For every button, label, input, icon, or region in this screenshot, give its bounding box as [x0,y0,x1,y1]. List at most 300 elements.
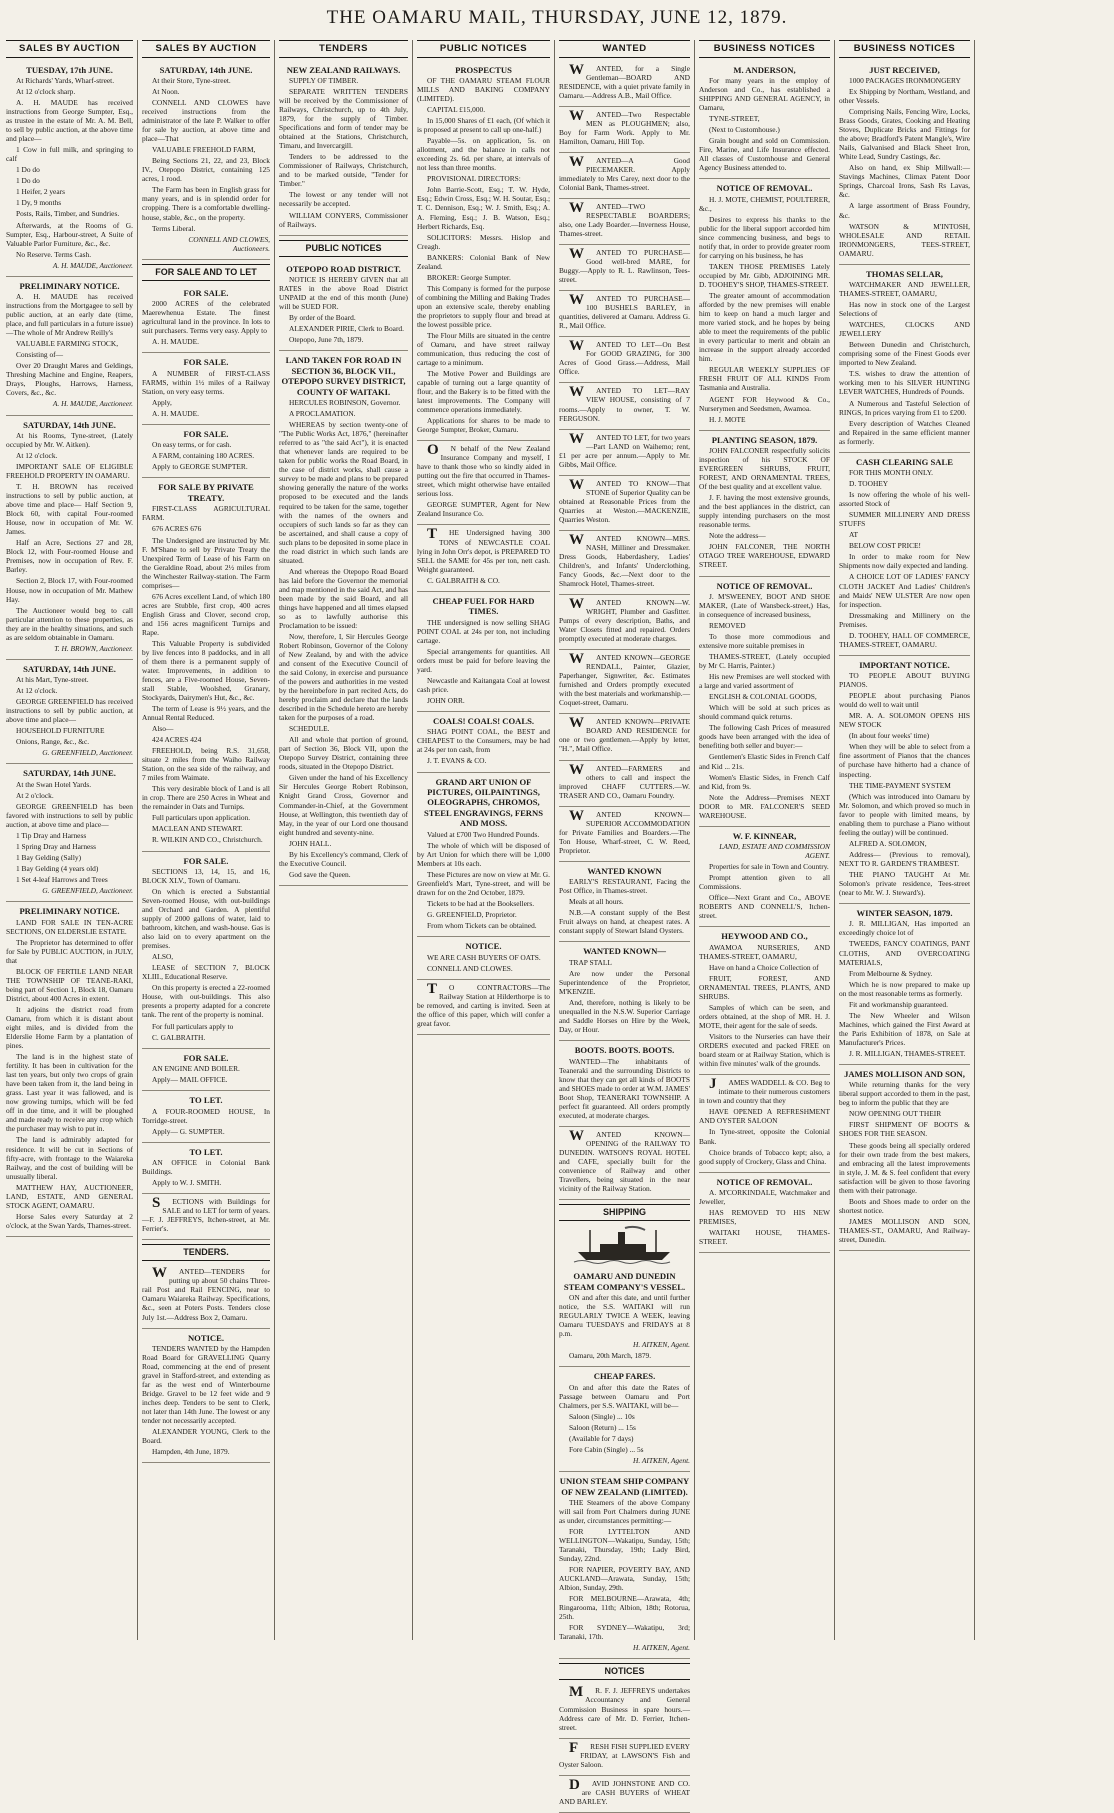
ad-text: WANTED TO KNOW—That STONE of Superior Quality can be obtained at Reasonable Prices from the Quarries at Weston.—MACKENZIE, Quarries Weston. [559,476,690,524]
ad-text: N.B.—A constant supply of the Best Fruit always on hand, at cheapest rates. A constant supply of Stewart Island Oysters. [559,908,690,936]
ad-text: On easy terms, or for cash. [152,440,232,450]
column-5 [554,40,694,1806]
ad-text: FRUIT, FOREST, AND ORNAMENTAL TREES, PLANTS, AND SHRUBS. [699,974,830,1002]
ad-text: While returning thanks for the very liberal support accorded to them in the past, beg to inform the public that they are [839,1080,970,1108]
ad-title: WANTED KNOWN— [583,946,666,957]
ad-text: HERCULES ROBINSON, Governor. [289,398,401,408]
ad-text: Samples of which can be seen, and orders obtained, at the shop of MR. H. J. MOTE, their agent for the sale of seeds. [699,1003,830,1031]
ad-title: HEYWOOD AND CO., [721,931,808,942]
ad-text: J. R. MILLIGAN, Has imported an exceedingly choice lot of [839,919,970,938]
masthead: THE OAMARU MAIL, THURSDAY, JUNE 12, 1879. [326,7,788,28]
ad-text: Horse Sales every Saturday at 2 o'clock, at the Swan Yards, Thames-street. [6,1211,133,1230]
ad-text: A NUMBER of FIRST-CLASS FARMS, within 1½ miles of a Railway Station, on very easy terms. [142,368,270,396]
ad-text: 1 Heifer, 2 years [16,187,65,197]
ad-text: WANTED KNOWN—SUPERIOR ACCOMMODATION for Private Families and Boarders.—The Ton House, Wharf-street, C. W. Reed, Proprietor. [559,807,690,855]
ad-text: Over 20 Draught Mares and Geldings, Threshing Machine and Engine, Reapers, Drays, Ploughs, Harrows, Harness, Covers, &c., &c. [6,361,133,398]
ad-text: WANTED—Two Respectable MEN as PLOUGHMEN; also, Boy for Farm Work. Apply to Mr. Hamilton, Oamaru, Hill Top. [559,107,690,146]
ad-text: A. H. MAUDE, Auctioneer. [52,260,133,270]
ad-text: Saloon (Single) ... 10s [569,1411,635,1421]
ad-text: VALUABLE FREEHOLD FARM, [152,145,256,155]
ad-text: Grain bought and sold on Commission. Fire, Marine, and Life Insurance effected. All classes of Customhouse and General Agency Business attended to. [699,136,830,173]
advertisement [559,107,690,153]
ad-text: CAPITAL £15,000. [427,105,486,115]
ad-text: D. TOOHEY [849,479,889,489]
ad-text: HOUSEHOLD FURNITURE [16,726,105,736]
ad-text: HAVE OPENED A REFRESHMENT AND OYSTER SALOON [699,1107,830,1126]
section-heading: NOTICES [559,1663,690,1680]
ad-text: 1 Dy, 9 months [16,198,62,208]
advertisement [699,577,830,827]
ad-text: Note the Address—Premises NEXT DOOR to MR. FALCONER'S SEED WAREHOUSE. [699,792,830,820]
ad-text: WANTED—The inhabitants of Teaneraki and the surrounding Districts to know that they can get all kinds of BOOTS and SHOES made to order at W.M. JAMES' Boot Shop, TEANERAKI TOWNSHIP. A perfect fit guaranteed. All orders promptly executed, at moderate charges. [559,1056,690,1120]
ad-text: C. GALBRAITH & CO. [427,575,500,585]
ad-text: The Farm has been in English grass for many years, and is in splendid order for cropping. There is a comfortable dwelling-house, stable, &c., on the property. [142,185,270,222]
advertisement [839,904,970,1065]
ad-text: This very desirable block of Land is all in crop. There are 250 Acres in Wheat and the remainder in Oats and Turnips. [142,784,270,812]
ad-text: These Pictures are now on view at Mr. G. Greenfield's Mart, Tyne-street, and will be drawn for on the 2nd October, 1879. [417,870,550,898]
ad-text: At their Store, Tyne-street. [152,76,231,86]
ad-text: A. H. MAUDE has received instructions from George Sumpter, Esq., as trustee in the estate of Mr. A. M. Bell, to sell by public auction, at the above time and place— [6,98,133,144]
ad-text: Note the address— [709,531,766,541]
ad-text: THE PIANO TAUGHT At Mr. Solomon's private residence, Tees-street (near to Mr. W. J. Steward's). [839,869,970,897]
advertisement [142,1264,270,1328]
advertisement [417,980,550,1035]
advertisement [559,245,690,291]
ad-title: CHEAP FUEL FOR HARD TIMES. [432,595,535,617]
ad-text: It adjoins the district road from Oamaru, from which it is distant about eight miles, and is divided from the Elderslie Home Farm by a plantation of pines. [6,1005,133,1051]
ad-text: The Proprietor has determined to offer for Sale by PUBLIC AUCTION, in JULY, that [6,937,133,965]
advertisement [839,61,970,265]
ad-text: AT [849,530,859,540]
section-heading: TENDERS. [142,1244,270,1261]
column-8 [974,40,1112,1640]
ad-text: Consisting of— [16,350,64,360]
ad-text: TRAP STALL [569,957,612,967]
ad-text: MATTHEW HAY, AUCTIONEER, LAND, ESTATE, AND GENERAL STOCK AGENT, OAMARU. [6,1182,133,1210]
advertisement [142,1329,270,1464]
ad-text: The following Cash Prices of measured goods have been arranged with the idea of benefiting both seller and buyer:— [699,723,830,751]
ad-title: FOR SALE. [183,1052,229,1063]
ad-text: When they will be able to select from a fine assortment of Pianos that the chances of purchase have hitherto had a chance of inspecting. [839,742,970,779]
advertisement [559,942,690,1041]
ad-text: THE Undersigned having 300 TONS of NEWCASTLE COAL lying in John Orr's depot, is PREPARED TO SELL the SAME for 45s per ton, nett cash. Weight guaranteed. [417,526,550,574]
ad-text: SUPPLY OF TIMBER. [289,76,359,86]
ad-text: FOR MELBOURNE—Arawata, 4th; Ringarooma, 11th; Albion, 18th; Rotorua, 25th. [559,1594,690,1622]
ad-text: Saloon (Return) ... 15s [569,1422,636,1432]
steamship-icon [570,1224,680,1264]
ad-text: Are now under the Personal Superintendence of the Proprietor, M'KENZIE. [559,968,690,997]
ad-title: NOTICE OF REMOVAL. [716,1176,813,1187]
ad-text: A FARM, containing 180 ACRES. [152,451,255,461]
ad-title: FOR SALE. [183,855,229,866]
ad-text: PEOPLE about purchasing Pianos would do well to wait until [839,691,970,710]
ad-text: From whom Tickets can be obtained. [427,921,537,931]
ad-text: ON and after this date, and until further notice, the S.S. WAITAKI will run REGULARLY TWICE A WEEK, leaving Oamaru TUESDAYS and FRIDAYS at 8 p.m. [559,1293,690,1339]
advertisement [417,773,550,938]
ad-text: WANTED KNOWN—OPENING of the RAILWAY TO DUNEDIN. WATSON'S ROYAL HOTEL and CAFE, specially built for the convenience of Railway and other Travellers, being situated in the near vicinity of the Railway Station. [559,1127,690,1194]
ad-text: Dressmaking and Millinery on the Premises. [839,610,970,629]
ad-text: JOHN HALL. [289,838,332,848]
ad-text: WATCHMAKER AND JEWELLER, THAMES-STREET, OAMARU, [839,280,970,299]
ad-text: 676 Acres excellent Land, of which 180 acres are Stubble, first crop, 400 acres English Grass and Clover, second crop, and 156 acres magnificent Turnips and Rape. [142,591,271,637]
ad-text: T. H. BROWN has received instructions to sell by public auction, at above time and place— Half Section 9, Block 60, with capital Four-roomed House, now in occupation of Mr. W. James. [6,482,133,537]
ad-title: OTEPOPO ROAD DISTRICT. [286,263,401,274]
ad-text: D. TOOHEY, HALL OF COMMERCE, THAMES-STREET, OAMARU. [839,630,970,649]
advertisement [417,592,550,712]
column-heading: TENDERS [279,40,408,58]
advertisement [559,383,690,429]
advertisement [142,284,270,354]
ad-text: And, therefore, nothing is likely to be unequalled in the N.S.W. Superior Carriage and Saddle Horses on Hire by the Week, Day, or Hour. [559,998,690,1035]
ad-text: Fit and workmanship guaranteed. [849,999,948,1009]
section-heading: FOR SALE AND TO LET [142,264,270,281]
ad-text: FOR SYDNEY—Wakatipu, 3rd; Taranaki, 17th. [559,1623,690,1642]
ad-text: (Next to Customhouse.) [709,125,780,135]
ad-text: Hampden, 4th June, 1879. [152,1447,230,1457]
ad-text: T.S. wishes to draw the attention of working men to his SILVER HUNTING LEVER WATCHES, Hundreds of Pounds. [839,369,970,397]
ad-title: LAND TAKEN FOR ROAD IN SECTION 36, BLOCK VII., OTEPOPO SURVEY DISTRICT, COUNTY OF WAITAKI. [281,355,406,397]
ad-text: The Auctioneer would beg to call particular attention to these properties, as they are in the healthy situations, and such as are seldom obtainable in Oamaru. [6,605,133,642]
advertisement [279,61,408,236]
advertisement [279,351,408,886]
ad-text: H. J. MOTE, CHEMIST, POULTERER, &c., [699,194,830,213]
ad-title: IMPORTANT NOTICE. [859,659,950,670]
ad-text: WANTED—A Good PIECEMAKER. Apply immediately to Mrs Carey, next door to the Colonial Bank, Thames-street. [559,153,690,192]
advertisement [699,1075,830,1172]
ad-text: A PROCLAMATION. [289,409,356,419]
advertisement [559,761,690,807]
ad-text: Fore Cabin (Single) ... 5s [569,1444,644,1454]
ad-text: On this property is erected a 22-roomed House, with out-buildings. This also presents a property adapted for a concrete tank. The rent of the property is nominal. [142,983,270,1020]
advertisement [699,179,830,430]
advertisement [559,199,690,245]
ad-text: At the Swan Hotel Yards. [16,779,92,789]
ad-text: ALEXANDER YOUNG, Clerk to the Board. [142,1427,270,1446]
ad-text: JAMES WADDELL & CO. Beg to intimate to their numerous customers in town and country that they [699,1076,830,1106]
advertisement [417,61,550,442]
ad-text: BROKER: George Sumpter. [427,272,511,282]
advertisement [559,1776,690,1813]
advertisement [6,902,133,1237]
ad-text: 2000 ACRES of the celebrated Maerewhenua Estate. The finest agricultural land in the province. In lots to suit purchasers. Terms very easy. Apply to [142,299,270,336]
ad-text: Given under the hand of his Excellency Sir Hercules George Robert Robinson, Knight Grand Cross, Governor and Commander-in-Chief, at the Government House, at Wellington, this twentieth day of May, in the year of our Lord one thousand eight hundred and seventy-nine. [279,773,408,837]
ad-text: The greater amount of accommodation afforded by the new premises will enable him to keep on hand a much larger and more varied stock, and he hopes by being able to meet the requirements of the public in every particular to merit and obtain an increase in the support already accorded him. [699,291,830,364]
ad-text: REMOVED [709,621,746,631]
advertisement [699,1173,830,1254]
ad-text: FOR NAPIER, POVERTY BAY, AND AUCKLAND—Arawata, Sunday, 15th; Albion, Sunday, 29th. [559,1565,690,1593]
ad-text: ALEXANDER PIRIE, Clerk to Board. [289,324,404,334]
ad-text: THE Steamers of the above Company will sail from Port Chalmers during JUNE as under, circumstances permitting:— [559,1497,690,1526]
ad-text: Otepopo, June 7th, 1879. [289,335,364,345]
ad-text: DAVID JOHNSTONE AND CO. are CASH BUYERS of WHEAT AND BARLEY. [559,1776,690,1806]
ad-title: NOTICE. [187,1332,225,1343]
ad-text: FIRST SHIPMENT OF BOOTS & SHOES FOR THE SEASON. [839,1120,970,1139]
column-heading: BUSINESS NOTICES [839,40,970,58]
ad-text: At 12 o'clock sharp. [16,87,76,97]
ad-title: TO LET. [189,1095,223,1106]
advertisement [559,291,690,337]
advertisement [417,937,550,980]
ad-text: At Richards' Yards, Wharf-street. [16,76,115,86]
ad-title: SATURDAY, 14th JUNE. [159,64,253,75]
ad-text: WANTED, for a Single Gentleman—BOARD AND RESIDENCE, with a quiet private family in Oamaru.—Address A.B., Mail Office. [559,61,690,100]
ad-text: 1 Bay Gelding (Sally) [16,853,82,863]
section-heading: PUBLIC NOTICES [279,240,408,257]
ad-text: AN OFFICE in Colonial Bank Buildings. [142,1158,270,1177]
advertisement [417,525,550,591]
advertisement [559,1267,690,1367]
advertisement [559,862,690,943]
ad-text: The land is admirably adapted for residence. It will be cut in Sections of fifty-acre, with frontage to the Waiareka Railway, and the cost of building will be unusually liberal. [6,1135,133,1181]
ad-text: Onions, Range, &c., &c. [16,737,90,747]
ad-text: A Numerous and Tasteful Selection of RINGS, In prices varying from £1 to £200. [839,398,970,417]
ad-text: 1 Cow in full milk, and springing to calf [6,145,133,164]
ad-title: NEW ZEALAND RAILWAYS. [286,64,401,75]
ad-text: WANTED TO PURCHASE—Good well-bred MARE, for Buggy.—Apply to R. L. Rawlinson, Tees-street. [559,246,690,285]
ad-text: In order to make room for New Shipments now daily expected and landing. [839,552,970,571]
ad-text: In 15,000 Shares of £1 each, (Of which it is proposed at present to call up one-half.) [417,116,550,135]
ad-text: TAKEN THOSE PREMISES Lately occupied by Mr. Gibb, ADJOINING MR. D. TOOHEY'S SHOP, THAMES-STREET. [699,262,830,290]
column-3 [274,40,412,1640]
ad-text: SECTIONS with Buildings for SALE and to LET for term of years.—F. J. JEFFREYS, Itchen-street, at Mr. Ferrier's. [142,1195,270,1234]
ad-text: AN ENGINE AND BOILER. [152,1064,240,1074]
ad-text: A. H. MAUDE. [152,408,200,418]
ad-text: At his Rooms, Tyne-street, (Lately occupied by Mr. W. Aitken). [6,431,133,450]
ad-text: JAMES MOLLISON AND SON, THAMES-ST., OAMARU, And Railway-street, Dunedin. [839,1216,970,1244]
ad-text: J. T. EVANS & CO. [427,756,487,766]
ad-text: Which will be sold at such prices as should command quick returns. [699,703,830,722]
ad-text: Has now in stock one of the Largest Selections of [839,300,970,319]
ad-text: The lowest or any tender will not necessarily be accepted. [279,190,408,209]
ad-text: TENDERS WANTED by the Hampden Road Board for GRAVELLING Quarry Road, commencing at the end of present gravel in Stafford-street, and extending as far as the west end of Winterbourne Bridge. Gravel to be 12 feet wide and 9 inches deep. Tenders to be sent to Clerk, not later than 14th June. The lowest or any tender not necessarily accepted. [142,1344,270,1426]
column-6 [694,40,834,1640]
ad-text: Properties for sale in Town and Country. [709,862,829,872]
ad-text: Between Dunedin and Christchurch, comprising some of the Finest Goods ever imported to New Zealand. [839,340,970,368]
column-7 [834,40,974,1640]
ad-text: G. GREENFIELD, Auctioneer. [42,886,133,896]
ad-text: Visitors to the Nurseries can have their ORDERS executed and packed FREE on board steam or at Railway Station, which is within five minutes' walk of the grounds. [699,1032,830,1069]
ad-text: A. H. MAUDE, Auctioneer. [52,399,133,409]
ad-text: The New Wheeler and Wilson Machines, which gained the First Award at the Paris Exhibition of 1878, on Sale at Manufacturer's Prices. [839,1010,970,1047]
ad-text: Is now offering the whole of his well-assorted Stock of [839,490,970,509]
advertisement [142,425,270,479]
ad-title: CHEAP FARES. [593,1371,656,1382]
ad-text: Choice brands of Tobacco kept; also, a good supply of Crockery, Glass and China. [699,1147,830,1166]
advertisement [839,265,970,453]
ad-text: WATCHES, CLOCKS AND JEWELLERY [839,320,970,339]
ad-text: Have on hand a Choice Collection of [709,962,819,972]
ad-text: Also— [152,724,174,734]
ad-text: 1 Do do [16,165,40,175]
ad-text: Being Sections 21, 22, and 23, Block IV., Otepopo District, containing 125 acres, 1 rood. [142,156,270,184]
column-1 [2,40,137,1640]
ad-text: Section 2, Block 17, with Four-roomed House, now in occupation of Mr. Mathew Hay. [6,576,133,604]
ad-text: 1000 PACKAGES IRONMONGERY [849,76,961,86]
ad-text: 424 ACRES 424 [152,735,202,745]
ad-title: THOMAS SELLAR, [866,268,943,279]
advertisement [559,153,690,199]
ad-text: EARLY'S RESTAURANT, Facing the Post Office, in Thames-street. [559,877,690,896]
ad-text: FIRST-CLASS AGRICULTURAL FARM. [142,504,270,523]
ad-title: NOTICE. [465,941,502,952]
ad-text: At Noon. [152,87,180,97]
ad-title: TO LET. [189,1146,223,1157]
advertisement [839,1065,970,1251]
advertisement [699,431,830,577]
ad-text: Special arrangements for quantities. All orders must be paid for before leaving the yard. [417,646,550,674]
ad-title: PRELIMINARY NOTICE. [19,906,120,917]
ad-title: JUST RECEIVED, [869,64,940,75]
ad-text: WANTED KNOWN—W. WRIGHT, Plumber and Gasfitter. Pumps of every description, Baths, and Water Closets fitted and repaired. Orders promptly executed at moderate charges. [559,596,690,644]
ad-text: WANTED—FARMERS and others to call and inspect the improved CHAFF CUTTERS.—W. TRASER AND CO., Oamaru Foundry. [559,761,690,800]
ad-text: GEORGE SUMPTER, Agent for New Zealand Insurance Co. [417,500,550,519]
ad-text: Payable—5s. on application, 5s. on allotment, and the balance in calls not exceeding 2s. 6d. per share, at intervals of not less than three months. [417,136,550,173]
advertisement [559,1041,690,1127]
ad-text: The whole of which will be disposed of by Art Union for which there will be 1,000 Members at 10s each. [417,840,550,869]
ad-text: NOTICE IS HEREBY GIVEN that all RATES in the above Road District UNPAID at the end of this month (June) will be SUED FOR. [279,275,408,312]
ad-text: And whereas the Otepopo Road Board has laid before the Governor the memorial and map mentioned in the said Act, and has been made by the said Board, and all things have happened and all times elapsed so as to lawfully authorise this Proclamation to be issued: [279,566,408,630]
ad-text: Every description of Watches Cleaned and Repaired in the same efficient manner as formerly. [839,418,970,446]
ad-text: Ex Shipping by Northam, Westland, and other Vessels. [839,87,970,106]
ad-text: A. M'CORKINDALE, Watchmaker and Jeweller, [699,1188,830,1207]
ad-text: CONNELL AND CLOWES have received instructions from the administrator of the late P. Walker to offer for sale by auction, at above time and place—That [142,98,270,144]
advertisement [142,1049,270,1092]
column-heading: SALES BY AUCTION [142,40,270,58]
ad-text: WANTED TO LET, for two years—Part LAND on Waihemo; rent, £1 per acre per annum.—Apply to Mr. Gibbs, Mail Office. [559,430,691,469]
ad-text: WAITAKI HOUSE, THAMES-STREET. [699,1228,830,1247]
ad-text: Also on hand, ex Ship Millwall:— Stavings Machines, Climax Patent Door Springs, Charcoal Irons, Sash Rs Lavas, &c. [839,163,970,200]
advertisement [699,61,830,180]
advertisement [142,852,270,1049]
advertisement [559,476,690,531]
ad-text: H. AITKEN, Agent. [632,1643,690,1653]
ad-text: Address— (Previous to removal), NEXT TO R. GARDEN'S TRAMBEST. [839,849,970,868]
ad-text: For many years in the employ of Anderson and Co., has established a SHIPPING AND GENERAL AGENCY, in Oamaru, [699,76,830,113]
advertisement [559,337,690,383]
advertisement [839,453,970,656]
ad-text: WILLIAM CONYERS, Commissioner of Railways. [279,210,408,229]
column-4 [412,40,554,1640]
ad-text: Newcastle and Kaitangata Coal at lowest cash price. [417,675,550,694]
ad-text: (Which was introduced into Oamaru by Mr. Solomon, and which proved so much in favor to people with limited means, by enabling them to purchase a Piano without feeling the outlay) will be continued. [839,791,970,837]
ad-text: JOHN ORR. [427,695,465,705]
ad-text: His new Premises are well stocked with a large and varied assortment of [699,672,830,691]
ad-text: On and after this date the Rates of Passage between Oamaru and Port Chalmers, per S.S. WAITAKI, will be— [559,1382,690,1410]
ad-text: VALUABLE FARMING STOCK, [16,339,119,349]
ad-text: PROVISIONAL DIRECTORS: [427,174,521,184]
ad-text: Terms Liberal. [152,223,196,233]
ad-text: FOR THIS MONTH ONLY. [849,468,933,478]
ad-text: AGENT FOR Heywood & Co., Nurserymen and Seedsmen, Awamoa. [699,394,830,413]
ad-title: BOOTS. BOOTS. BOOTS. [574,1045,675,1056]
ad-title: JAMES MOLLISON AND SON, [844,1068,965,1079]
ad-text: John Barrie-Scott, Esq.; T. W. Hyde, Esq.; Edwin Cross, Esq.; W. H. Soutar, Esq.; T. C. Dennison, Esq.; W. J. Smith, Esq.; A. A. Fleming, Esq.; J. B. Watson, Esq.; Herbert Richards, Esq. [417,185,550,231]
ad-text: Women's Elastic Sides, in French Calf and Kid, from 9s. [699,772,830,791]
advertisement [559,1683,690,1738]
advertisement [699,927,830,1075]
ad-text: Office—Next Grant and Co., ABOVE ROBERTS AND CONNELL'S, Itchen-street. [699,893,830,921]
advertisement [559,807,690,862]
ad-text: The Undersigned are instructed by Mr. F. M'Shane to sell by Private Treaty the Unexpired Term of Lease of his Farm on the Geraldine Road, about 2½ miles from the Winchester Railway-station. The Farm comprises— [142,535,270,590]
ad-text: WHEREAS by section twenty-one of "The Public Works Act, 1876," (hereinafter referred to as "the said Act"), it is enacted that whenever lands are required to be taken for public works the Road Board, in the case of district works, shall cause a survey to be made and plans to be prepared showing generally the nature of the works proposed to be executed and the lands required to be taken for the same, together with the names of the owners and occupiers of such lands so far as they can be ascertained, and shall cause a copy of such plans to be deposited in some place in the road district in which such lands are situated. [279,420,408,565]
advertisement [559,595,690,650]
ad-text: SUMMER MILLINERY AND DRESS STUFFS [839,510,970,529]
ad-text: IMPORTANT SALE OF ELIGIBLE FREEHOLD PROPERTY IN OAMARU. [6,462,133,481]
ad-text: H. AITKEN, Agent. [632,1340,690,1350]
column-heading: SALES BY AUCTION [6,40,133,58]
ad-text: WANTED TO PURCHASE—100 BUSHELS BARLEY, in quantities, delivered at Oamaru. Address G. R., Mail Office. [559,292,690,331]
advertisement [6,764,133,902]
ad-text: MR. A. A. SOLOMON OPENS HIS NEW STOCK [839,711,970,730]
ad-title: PLANTING SEASON, 1879. [711,434,818,445]
ad-text: J. F. having the most extensive grounds, and the best appliances in the district, can supply intending purchasers on the most reasonable terms. [699,493,830,530]
ad-text: H. J. MOTE [709,414,746,424]
ad-text: Oamaru, 20th March, 1879. [569,1351,652,1361]
ad-text: C. GALBRAITH. [152,1032,206,1042]
ad-text: God save the Queen. [289,869,351,879]
advertisement [559,61,690,107]
advertisement [6,277,133,416]
ad-text: At 12 o'clock. [16,451,58,461]
ad-text: MACLEAN AND STEWART. [152,824,243,834]
ad-text: A CHOICE LOT OF LADIES' FANCY CLOTH JACKET And Ladies' Children's and Maids' NEW ULSTER Are now open for inspection. [839,572,970,609]
ad-text: To those more commodious and extensive more suitable premises in [699,632,830,651]
ad-text: Apply, [152,397,172,407]
advertisement [559,1739,690,1776]
advertisement [559,714,690,760]
ad-text: WANTED—TENDERS for putting up about 50 chains Three-rail Post and Rail FENCING, near to Oamaru Waiareka Railway. Specifications, &c., seen at Poters Posts. Tenders close July 1st.—Address Box 2, Oamaru. [142,1265,270,1322]
ad-title: FOR SALE. [183,287,229,298]
ad-text: WE ARE CASH BUYERS OF OATS. [427,952,541,962]
ad-text: In Tyne-street, opposite the Colonial Bank. [699,1127,830,1146]
ad-text: Afterwards, at the Rooms of G. Sumpter, Esq., Harbour-street, A Suite of Valuable Parlor Furniture, &c., &c. [6,220,133,248]
advertisement [559,1367,690,1472]
advertisement [839,656,970,904]
ad-text: A FOUR-ROOMED HOUSE, In Torridge-street. [142,1106,270,1125]
column-2 [137,40,274,1640]
ad-text: ALSO, [152,952,174,962]
advertisement [142,1143,270,1195]
ad-title: WANTED KNOWN [587,865,662,876]
advertisement [6,61,133,277]
ad-text: These goods being all specially ordered for their own trade from the best makers, and embracing all the latest improvements in style, J. M. & S. feel confident that every satisfaction will be given to those favoring them with their patronage. [839,1140,970,1195]
ad-text: For full particulars apply to [152,1021,234,1031]
ad-text: By his Excellency's command, Clerk of the Executive Council. [279,849,408,868]
advertisement [142,1194,270,1240]
ad-title: PROSPECTUS [455,64,512,75]
advertisement [142,353,270,425]
ad-text: 1 Spring Dray and Harness [16,842,97,852]
ad-text: LAND, ESTATE AND COMMISSION AGENT. [719,842,830,861]
column-heading: PUBLIC NOTICES [417,40,550,58]
ad-text: 1 Bay Gelding (4 years old) [16,864,99,874]
ad-text: (In about four weeks' time) [849,731,930,741]
ad-text: 1 Tip Dray and Harness [16,831,87,841]
ad-text: This Valuable Property is subdivided by live fences into 8 paddocks, and in all of them there is a permanent supply of water. Improvements, in addition to fences, are a Five-roomed House, Seven-stall Stable, Woolshed, Granary, Stockyards, Dairymen's Hut, &c., &c. [142,638,270,703]
ad-text: Valued at £700 Two Hundred Pounds. [427,829,540,839]
ad-text: WATSON & M'INTOSH, WHOLESALE AND RETAIL IRONMONGERS, TEES-STREET, OAMARU. [839,221,970,258]
ad-text: J. R. MILLIGAN, THAMES-STREET. [849,1048,966,1058]
ad-text: MR. F. J. JEFFREYS undertakes Accountancy and General Commission Business in spare hours.—Address care of Mr. D. Ferrier, Itchen-street. [559,1684,690,1732]
ad-title: UNION STEAM SHIP COMPANY OF NEW ZEALAND (LIMITED). [559,1476,690,1497]
ad-text: HAS REMOVED TO HIS NEW PREMISES, [699,1208,830,1227]
ad-text: GEORGE GREENFIELD has been favored with instructions to sell by public auction, at above time and place— [6,802,133,830]
ad-title: FOR SALE. [183,428,229,439]
ad-text: Tenders to be addressed to the Commissioner of Railways, Christchurch, and to be marked outside, "Tender for Timber." [279,152,408,189]
ad-text: The term of Lease is 9½ years, and the Annual Rental Reduced. [142,704,270,723]
advertisement [142,61,270,260]
ad-text: (Available for 7 days) [569,1433,634,1443]
